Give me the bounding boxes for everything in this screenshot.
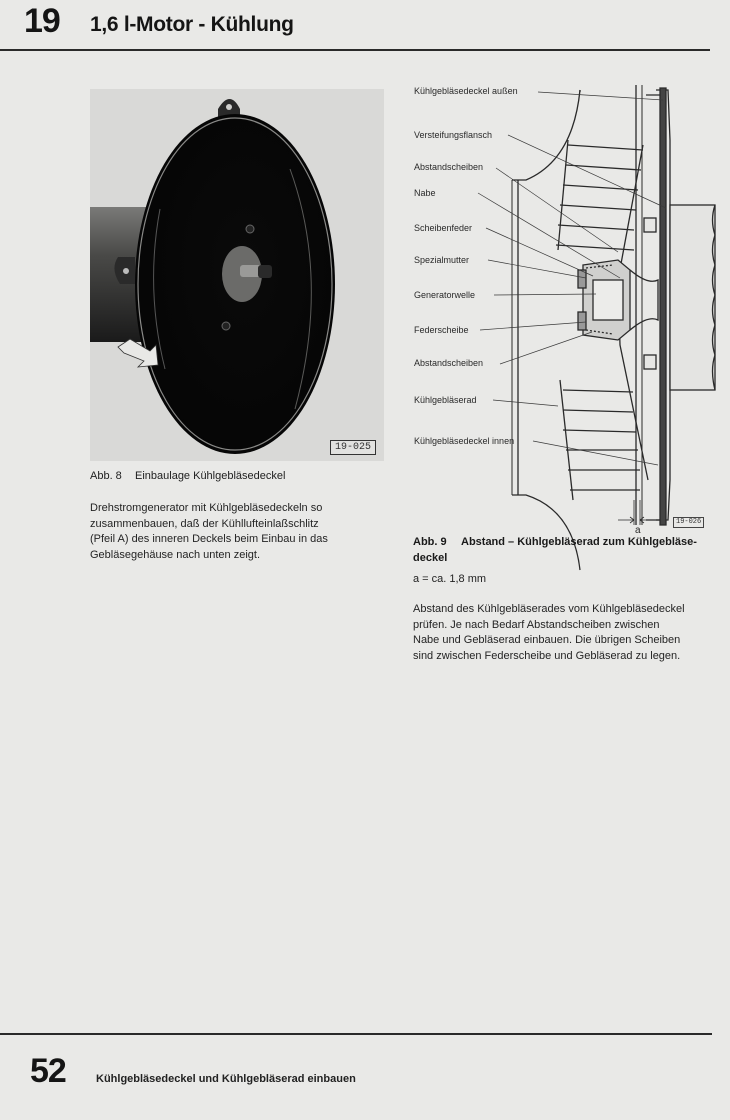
cross-section-drawing (408, 80, 718, 536)
clearance-measurement: a = ca. 1,8 mm (413, 573, 487, 585)
label-outer-fan-cover: Kühlgebläsedeckel außen (414, 86, 518, 96)
label-spacer-washers-bottom: Abstandscheiben (414, 358, 484, 368)
chapter-number: 19 (24, 2, 60, 40)
label-stiffening-flange: Versteifungsflansch (414, 130, 493, 140)
figure-8-photo (90, 89, 384, 461)
figure-9-caption (413, 535, 713, 566)
figure-8-caption-text: Einbaulage Kühlgebläsedeckel (135, 470, 286, 482)
label-woodruff-key: Scheibenfeder (414, 223, 473, 233)
figure-8-description (90, 501, 380, 563)
figure-8-caption-number: Abb. 8 (90, 470, 122, 482)
text-line: zusammenbauen, daß der Kühllufteinlaßschlitz (90, 517, 319, 530)
text-line: Abstand des Kühlgebläserades vom Kühlgebläsedeckel (413, 603, 685, 615)
label-generator-shaft: Generatorwelle (414, 290, 476, 300)
header-rule (0, 49, 710, 51)
chapter-title: 1,6 l-Motor - Kühlung (90, 13, 294, 36)
text-line: Nabe und Gebläserad einbauen. Die übrigen Scheiben (413, 634, 681, 646)
figure-8-caption (90, 470, 285, 482)
text-line: (Pfeil A) des inneren Deckels beim Einbau in das (90, 533, 328, 545)
label-inner-fan-cover: Kühlgebläsedeckel innen (414, 436, 515, 446)
footer-rule (0, 1033, 712, 1035)
text-line: Drehstromgenerator mit Kühlgebläsedeckeln so (90, 502, 323, 514)
label-spring-washer: Federscheibe (414, 325, 469, 335)
label-spacer-washers-top: Abstandscheiben (414, 162, 484, 172)
figure-9-diagram (408, 80, 718, 536)
dimension-a-symbol: a (635, 525, 641, 536)
text-line: prüfen. Je nach Bedarf Abstandscheiben zwischen (413, 618, 660, 631)
label-hub: Nabe (414, 188, 436, 198)
page-number: 52 (30, 1052, 66, 1090)
figure-9-image-code: 19-026 (673, 517, 704, 528)
text-line: sind zwischen Federscheibe und Gebläserad zu legen. (413, 649, 681, 662)
figure-9-caption-text: Abstand – Kühlgebläserad zum Kühlgebläse-deckel (413, 536, 697, 564)
figure-8-image-code: 19-025 (330, 440, 376, 455)
label-fan-wheel: Kühlgebläserad (414, 395, 477, 405)
generator-fan-cover-photo (90, 89, 384, 461)
figure-9-description (413, 602, 718, 664)
text-line: Gebläsegehäuse nach unten zeigt. (90, 548, 261, 561)
footer-section-title: Kühlgebläsedeckel und Kühlgebläserad einbauen (96, 1073, 356, 1085)
figure-9-caption-number: Abb. 9 (413, 536, 447, 548)
label-special-nut: Spezialmutter (414, 255, 470, 265)
